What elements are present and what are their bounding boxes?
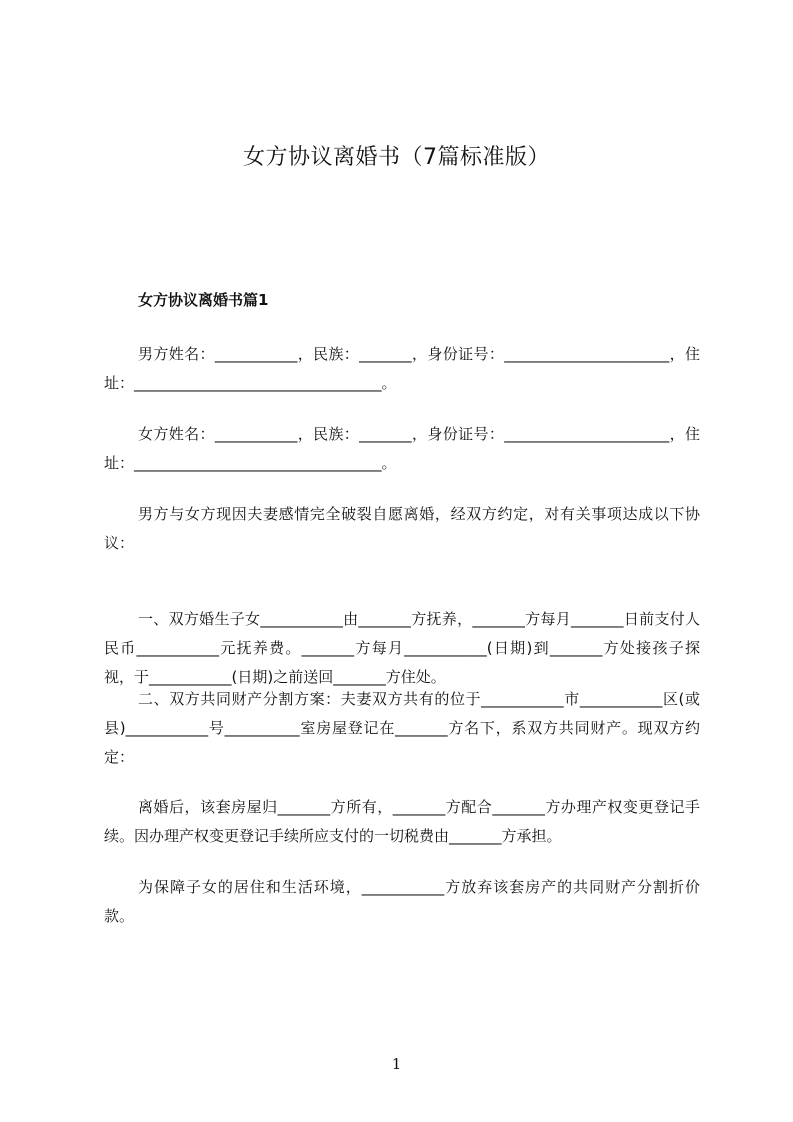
page-number: 1	[391, 1055, 402, 1073]
document-title: 女方协议离婚书（7篇标准版）	[243, 145, 550, 170]
male-party-info-paragraph: 男方姓名：___________，民族：_______，身份证号：______________________，住址：_________________________________。	[104, 345, 700, 392]
divorce-statement-paragraph: 男方与女方现因夫妻感情完全破裂自愿离婚，经双方约定，对有关事项达成以下协议：	[104, 505, 700, 552]
children-housing-paragraph: 为保障子女的居住和生活环境，___________方放弃该套房产的共同财产分割折价款。	[104, 878, 700, 925]
house-ownership-paragraph: 离婚后，该套房屋归_______方所有，_______方配合_______方办理产权变更登记手续。因办理产权变更登记手续所应支付的一切税费由_______方承担。	[104, 798, 700, 845]
female-party-info-paragraph: 女方姓名：___________，民族：_______，身份证号：______________________，住址：_________________________________。	[104, 425, 700, 472]
section-heading: 女方协议离婚书篇1	[138, 291, 269, 309]
property-division-paragraph: 二、双方共同财产分割方案：夫妻双方共有的位于___________市___________区(或县)___________号__________室房屋登记在_______方名下，系双方共同财产。现双方约定：	[104, 690, 700, 766]
child-custody-paragraph: 一、双方婚生子女___________由_______方抚养，_______方每月_______日前支付人民币___________元抚养费。_______方每月___________(日期)到_______方处接孩子探视，于___________(日期)之前送回_______方住处。	[104, 610, 700, 686]
